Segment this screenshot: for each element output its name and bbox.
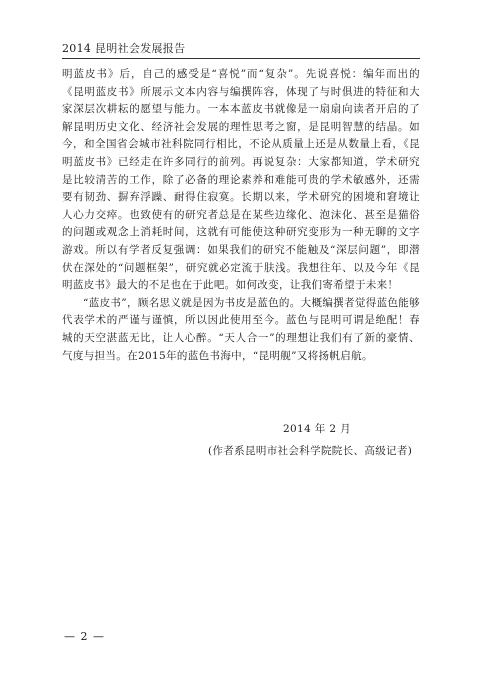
header-divider	[62, 58, 420, 59]
author-note: (作者系昆明市社会科学院院长、高级记者)	[208, 445, 413, 457]
paragraph-1: 明蓝皮书》后，自己的感受是“喜悦”而“复杂”。先说喜悦：编年而出的《昆明蓝皮书》所展示文本内容与编撰阵容，体现了与时俱进的特征和大家深层次耕耘的愿望与能力。一本本蓝皮书就像是一扇扇向读者开启的了解昆明历史文化、经济社会发展的理性思考之窗，是昆明智慧的结晶。如今，和全国省会城市社科院同行相比，不论从质量上还是从数量上看，《昆明蓝皮书》已经走在许多同行的前列。再说复杂：大家都知道，学术研究是比较清苦的工作，除了必备的理论素养和难能可贵的学术敏感外，还需要有韧劲、摒弃浮躁、耐得住寂寞。长期以来，学术研究的困境和窘境让人心力交瘁。也致使有的研究者总是在某些边缘化、泡沫化、甚至是猫俗的问题或观念上消耗时间，这就有可能使这种研究变形为一种无聊的文字游戏。所以有学者反复强调：如果我们的研究不能触及“深层问题”，即潜伏在深处的“问题框架”，研究就必定流于肤浅。我想往年、以及今年《昆明蓝皮书》最大的不足也在于此吧。如何改变，让我们寄希望于未来！	[62, 68, 420, 292]
date: 2014 年 2 月	[283, 423, 351, 435]
running-header: 2014 昆明社会发展报告	[62, 42, 186, 55]
paragraph-2: “蓝皮书”，顾名思义就是因为书皮是蓝色的。大概编撰者觉得蓝色能够代表学术的严谨与谨慎，所以因此使用至今。蓝色与昆明可谓是绝配！春城的天空湛蓝无比，让人心醉。“天人合一”的理想让我们有了新的豪情、气度与担当。在2015年的蓝色书海中，“昆明舰”又将扬帆启航。	[62, 296, 420, 362]
page-number: — 2 —	[64, 630, 105, 643]
body-text	[62, 66, 420, 365]
